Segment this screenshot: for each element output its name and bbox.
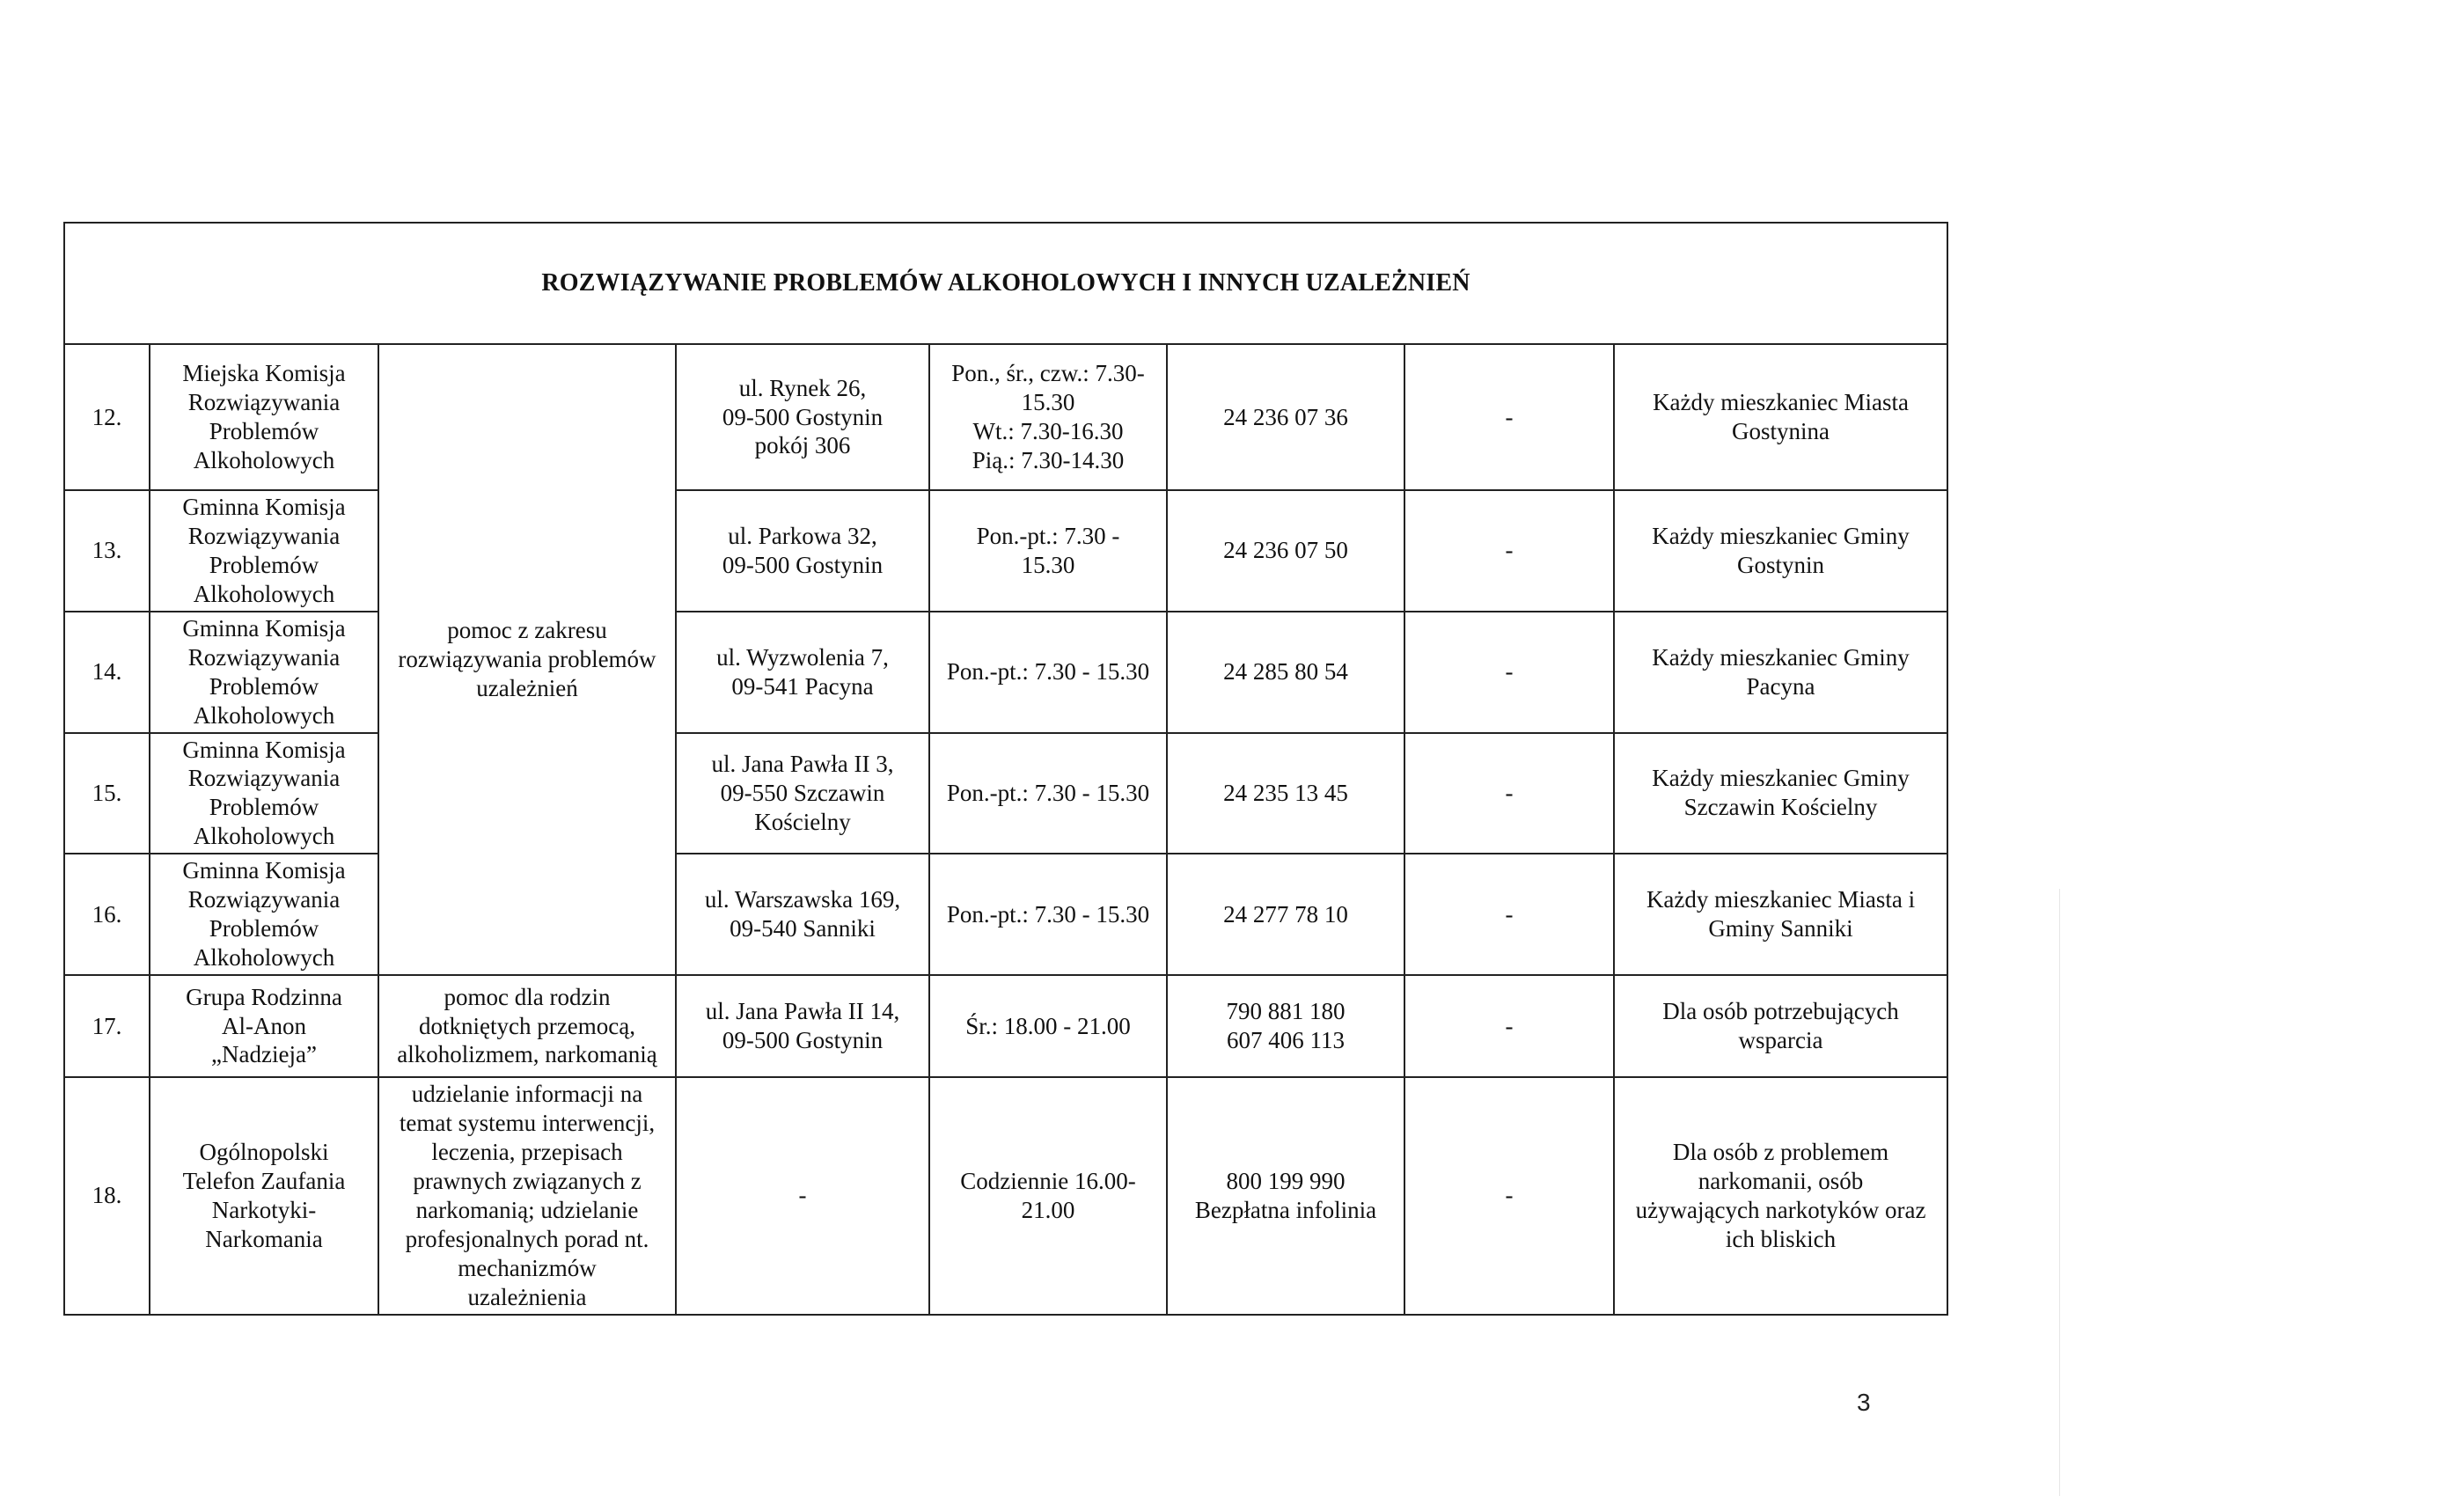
recipients: Każdy mieszkaniec Gminy Gostynin: [1614, 490, 1947, 612]
services-table: [63, 222, 1948, 1316]
scope-of-help: udzielanie informacji na temat systemu interwencji, leczenia, przepisach prawnych związanych z narkomanią; udzielanie profesjonalnych porad nt. mechanizmów uzależnienia: [378, 1077, 676, 1315]
other-info: -: [1404, 612, 1614, 733]
other-info: -: [1404, 975, 1614, 1077]
institution-name: Gminna Komisja Rozwiązywania Problemów Alkoholowych: [150, 854, 378, 975]
opening-hours: Pon.-pt.: 7.30 - 15.30: [929, 733, 1167, 854]
opening-hours: Pon.-pt.: 7.30 - 15.30: [929, 490, 1167, 612]
services-table-wrapper: [63, 222, 1947, 1316]
phone-number: 24 236 07 50: [1167, 490, 1404, 612]
other-info: -: [1404, 344, 1614, 490]
opening-hours: Pon.-pt.: 7.30 - 15.30: [929, 612, 1167, 733]
table-row: [64, 344, 1947, 490]
phone-number: 24 236 07 36: [1167, 344, 1404, 490]
institution-name: Ogólnopolski Telefon Zaufania Narkotyki- Narkomania: [150, 1077, 378, 1315]
row-number: 13.: [64, 490, 150, 612]
opening-hours: Śr.: 18.00 - 21.00: [929, 975, 1167, 1077]
row-number: 18.: [64, 1077, 150, 1315]
address: ul. Jana Pawła II 3, 09-550 Szczawin Kościelny: [676, 733, 929, 854]
table-row: [64, 733, 1947, 854]
address: -: [676, 1077, 929, 1315]
institution-name: Gminna Komisja Rozwiązywania Problemów Alkoholowych: [150, 733, 378, 854]
row-number: 17.: [64, 975, 150, 1077]
recipients: Dla osób potrzebujących wsparcia: [1614, 975, 1947, 1077]
address: ul. Warszawska 169, 09-540 Sanniki: [676, 854, 929, 975]
institution-name: Miejska Komisja Rozwiązywania Problemów Alkoholowych: [150, 344, 378, 490]
scope-of-help: pomoc z zakresu rozwiązywania problemów uzależnień: [378, 344, 676, 975]
recipients: Każdy mieszkaniec Miasta i Gminy Sanniki: [1614, 854, 1947, 975]
phone-number: 800 199 990 Bezpłatna infolinia: [1167, 1077, 1404, 1315]
row-number: 16.: [64, 854, 150, 975]
table-row: [64, 854, 1947, 975]
scope-of-help: pomoc dla rodzin dotkniętych przemocą, alkoholizmem, narkomanią: [378, 975, 676, 1077]
recipients: Każdy mieszkaniec Gminy Pacyna: [1614, 612, 1947, 733]
table-row: [64, 490, 1947, 612]
phone-number: 24 277 78 10: [1167, 854, 1404, 975]
row-number: 12.: [64, 344, 150, 490]
address: ul. Jana Pawła II 14, 09-500 Gostynin: [676, 975, 929, 1077]
address: ul. Wyzwolenia 7, 09-541 Pacyna: [676, 612, 929, 733]
institution-name: Gminna Komisja Rozwiązywania Problemów Alkoholowych: [150, 490, 378, 612]
other-info: -: [1404, 490, 1614, 612]
table-row: [64, 1077, 1947, 1315]
recipients: Każdy mieszkaniec Miasta Gostynina: [1614, 344, 1947, 490]
opening-hours: Pon., śr., czw.: 7.30- 15.30 Wt.: 7.30-16.30 Pią.: 7.30-14.30: [929, 344, 1167, 490]
table-title: ROZWIĄZYWANIE PROBLEMÓW ALKOHOLOWYCH I INNYCH UZALEŻNIEŃ: [64, 223, 1947, 344]
address: ul. Parkowa 32, 09-500 Gostynin: [676, 490, 929, 612]
page-number: 3: [1857, 1389, 1871, 1416]
other-info: -: [1404, 854, 1614, 975]
table-title-row: [64, 223, 1947, 344]
row-number: 15.: [64, 733, 150, 854]
opening-hours: Codziennie 16.00- 21.00: [929, 1077, 1167, 1315]
institution-name: Gminna Komisja Rozwiązywania Problemów Alkoholowych: [150, 612, 378, 733]
other-info: -: [1404, 1077, 1614, 1315]
phone-number: 24 235 13 45: [1167, 733, 1404, 854]
address: ul. Rynek 26, 09-500 Gostynin pokój 306: [676, 344, 929, 490]
phone-number: 790 881 180 607 406 113: [1167, 975, 1404, 1077]
table-row: [64, 612, 1947, 733]
row-number: 14.: [64, 612, 150, 733]
recipients: Każdy mieszkaniec Gminy Szczawin Kościelny: [1614, 733, 1947, 854]
opening-hours: Pon.-pt.: 7.30 - 15.30: [929, 854, 1167, 975]
scan-artifact-line: [2059, 889, 2060, 1496]
recipients: Dla osób z problemem narkomanii, osób używających narkotyków oraz ich bliskich: [1614, 1077, 1947, 1315]
phone-number: 24 285 80 54: [1167, 612, 1404, 733]
institution-name: Grupa Rodzinna Al-Anon „Nadzieja”: [150, 975, 378, 1077]
table-row: [64, 975, 1947, 1077]
other-info: -: [1404, 733, 1614, 854]
